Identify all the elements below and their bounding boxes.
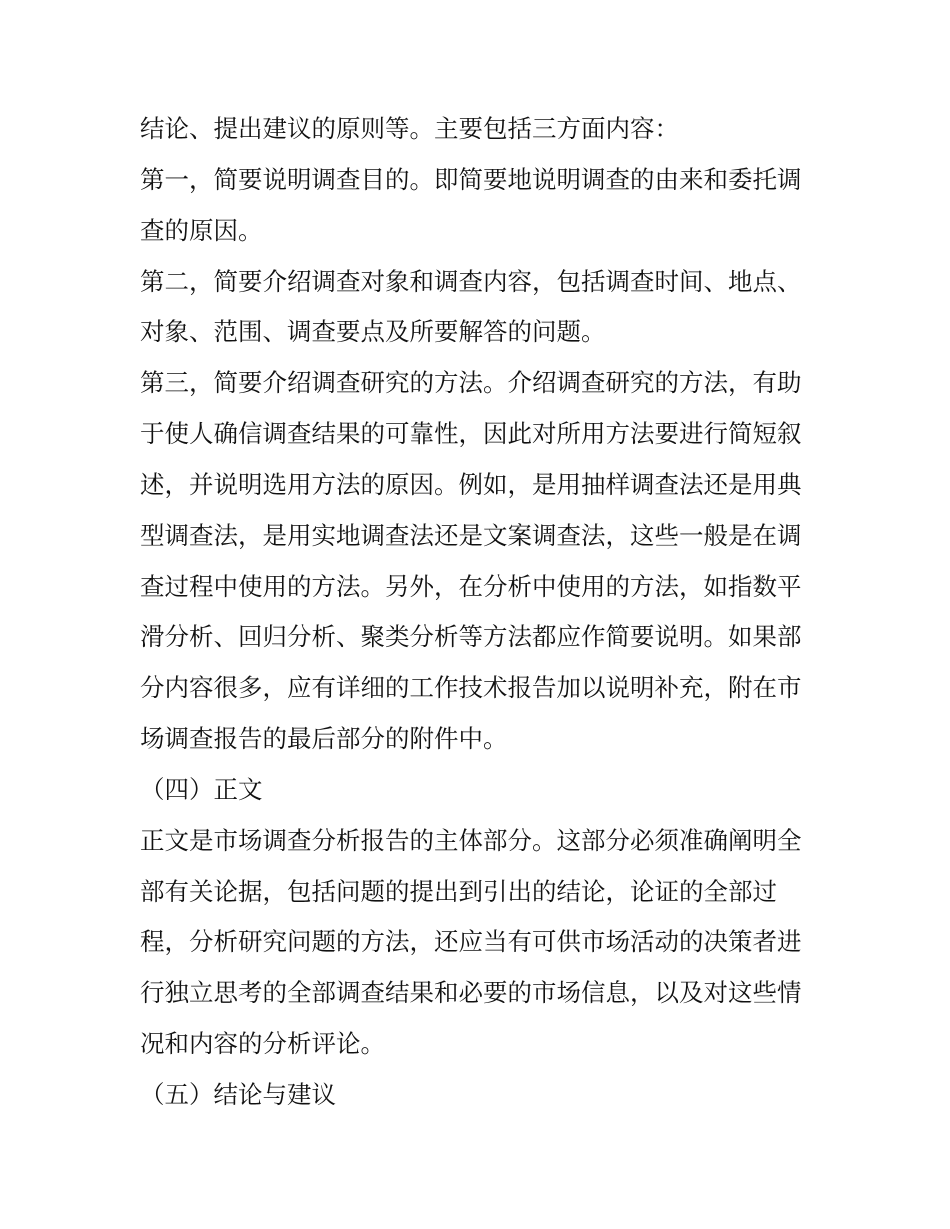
section-heading: （五）结论与建议 xyxy=(140,1080,336,1109)
section-heading: （四）正文 xyxy=(140,775,263,804)
text-line: 况和内容的分析评论。 xyxy=(140,1029,385,1058)
text-line: 场调查报告的最后部分的附件中。 xyxy=(140,724,508,753)
text-line: 对象、范围、调查要点及所要解答的问题。 xyxy=(140,317,606,346)
text-line: 分内容很多，应有详细的工作技术报告加以说明补充，附在市 xyxy=(140,673,802,702)
text-line: 查过程中使用的方法。另外，在分析中使用的方法，如指数平 xyxy=(140,572,802,601)
text-line: 正文是市场调查分析报告的主体部分。这部分必须准确阐明全 xyxy=(140,826,802,855)
text-line: 程，分析研究问题的方法，还应当有可供市场活动的决策者进 xyxy=(140,927,802,956)
text-line: 述，并说明选用方法的原因。例如，是用抽样调查法还是用典 xyxy=(140,470,802,499)
text-line: 结论、提出建议的原则等。主要包括三方面内容： xyxy=(140,114,679,143)
text-line: 第三，简要介绍调查研究的方法。介绍调查研究的方法，有助 xyxy=(140,368,802,397)
text-line: 于使人确信调查结果的可靠性，因此对所用方法要进行简短叙 xyxy=(140,419,802,448)
text-line: 行独立思考的全部调查结果和必要的市场信息，以及对这些情 xyxy=(140,978,802,1007)
text-line: 型调查法，是用实地调查法还是文案调查法，这些一般是在调 xyxy=(140,521,802,550)
text-line: 滑分析、回归分析、聚类分析等方法都应作简要说明。如果部 xyxy=(140,622,802,651)
text-line: 第二，简要介绍调查对象和调查内容，包括调查时间、地点、 xyxy=(140,267,802,296)
text-line: 第一，简要说明调查目的。即简要地说明调查的由来和委托调 xyxy=(140,165,802,194)
text-line: 部有关论据，包括问题的提出到引出的结论，论证的全部过 xyxy=(140,877,777,906)
text-line: 查的原因。 xyxy=(140,216,263,245)
